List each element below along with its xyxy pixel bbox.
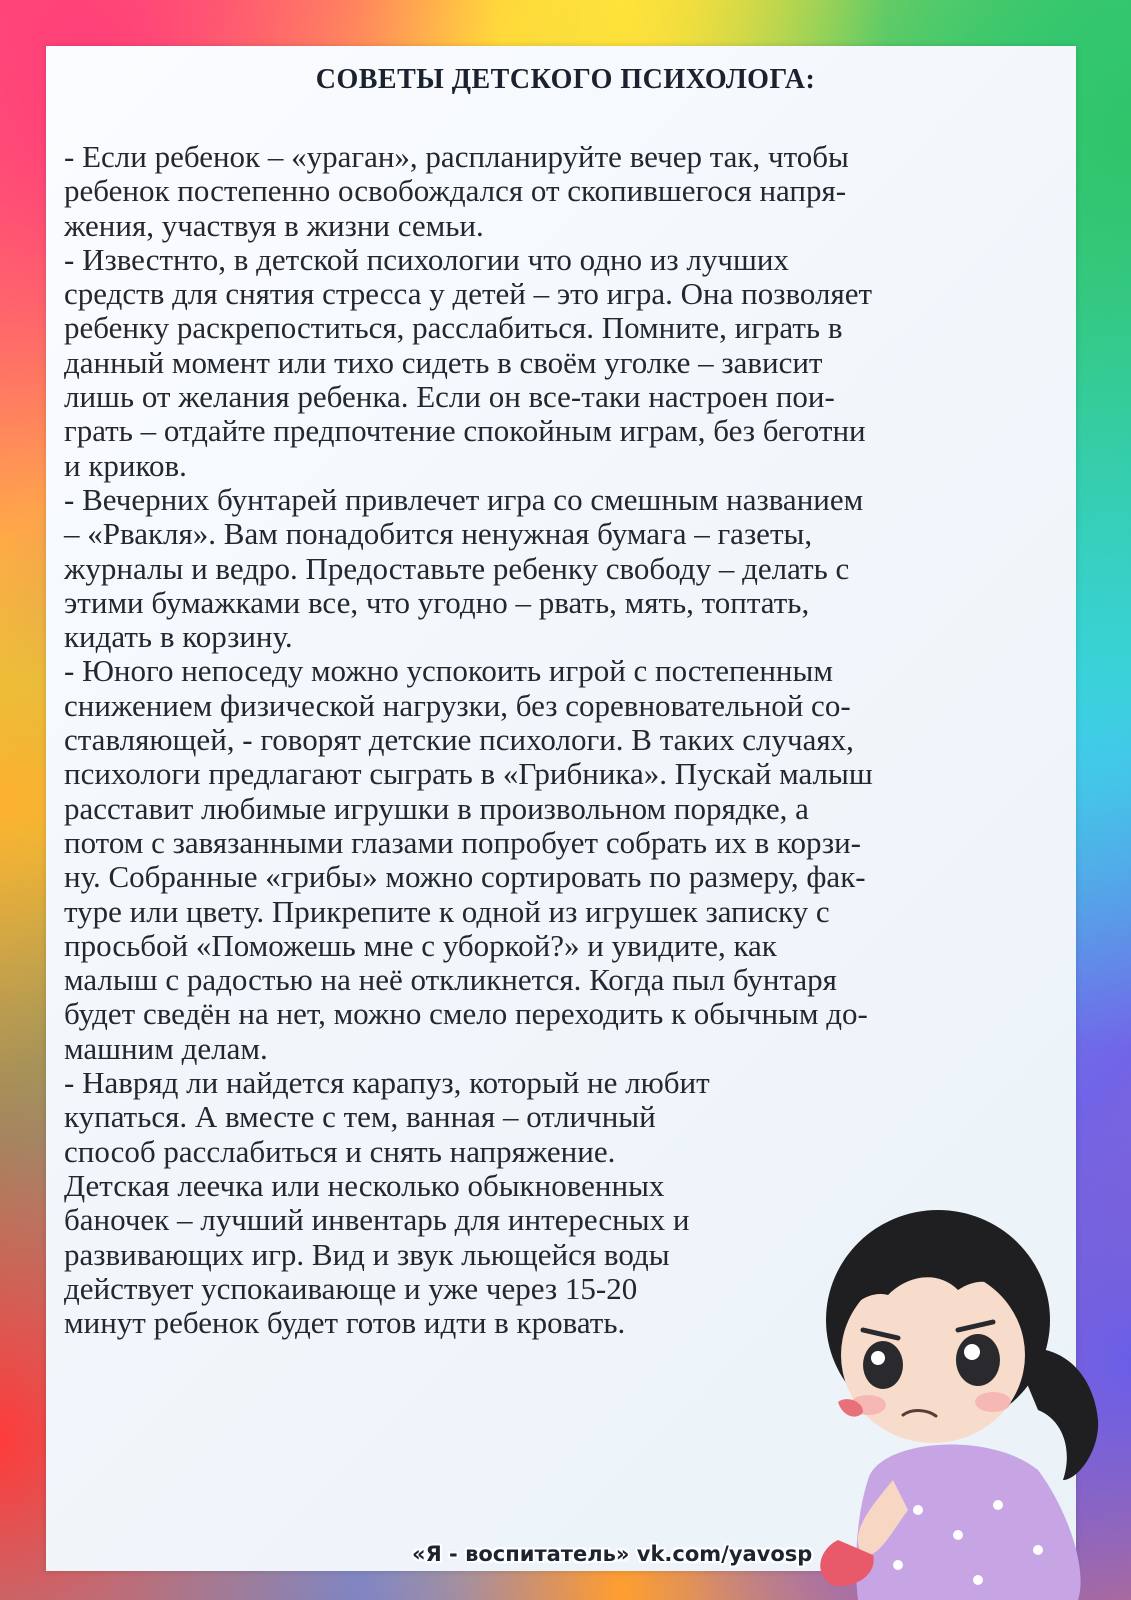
text-line: снижением физической нагрузки, без соревновательной со- bbox=[64, 687, 851, 723]
text-line: потом с завязанными глазами попробует собрать их в корзи- bbox=[64, 824, 861, 860]
text-line: ну. Собранные «грибы» можно сортировать по размеру, фак- bbox=[64, 859, 866, 895]
text-line: малыш с радостью на неё откликнется. Когда пыл бунтаря bbox=[64, 962, 837, 998]
text-line: купаться. А вместе с тем, ванная – отличный bbox=[64, 1099, 656, 1135]
text-line: средств для снятия стресса у детей – это игра. Она позволяет bbox=[64, 276, 873, 312]
text-line: способ расслабиться и снять напряжение. bbox=[64, 1133, 616, 1169]
page-title: СОВЕТЫ ДЕТСКОГО ПСИХОЛОГА: bbox=[315, 64, 816, 95]
text-line: действует успокаивающе и уже через 15-20 bbox=[64, 1270, 638, 1306]
text-line: грать – отдайте предпочтение спокойным играм, без беготни bbox=[64, 413, 866, 449]
text-line: - Если ребенок – «ураган», распланируйте вечер так, чтобы bbox=[64, 139, 849, 174]
footer-credit: «Я - воспитатель» vk.com/yavosp bbox=[412, 1542, 813, 1566]
text-line: ставляющей, - говорят детские психологи. В таких случаях, bbox=[64, 722, 854, 758]
text-line: лишь от желания ребенка. Если он все-таки настроен пои- bbox=[64, 379, 835, 415]
text-line: ребенок постепенно освобождался от скопившегося напря- bbox=[64, 173, 847, 209]
text-line: данный момент или тихо сидеть в своём уголке – зависит bbox=[64, 344, 823, 380]
text-line: просьбой «Поможешь мне с уборкой?» и увидите, как bbox=[64, 927, 777, 963]
text-line: будет сведён на нет, можно смело переходить к обычным до- bbox=[64, 996, 868, 1032]
text-line: ребенку раскрепоститься, расслабиться. Помните, играть в bbox=[64, 310, 843, 346]
text-line: - Вечерних бунтарей привлечет игра со смешным названием bbox=[64, 481, 864, 517]
text-line: кидать в корзину. bbox=[64, 619, 293, 655]
text-line: и криков. bbox=[64, 447, 187, 483]
text-line: журналы и ведро. Предоставьте ребенку свободу – делать с bbox=[64, 550, 850, 586]
text-line: жения, участвуя в жизни семьи. bbox=[64, 207, 484, 243]
text-line: - Навряд ли найдется карапуз, который не любит bbox=[64, 1065, 710, 1101]
girl-illustration bbox=[808, 1180, 1108, 1600]
text-line: баночек – лучший инвентарь для интересных и bbox=[64, 1202, 690, 1238]
text-line: – «Рвакля». Вам понадобится ненужная бумага – газеты, bbox=[64, 516, 813, 552]
text-line: психологи предлагают сыграть в «Грибника». Пускай малыш bbox=[64, 756, 873, 792]
text-line: этими бумажками все, что угодно – рвать, мять, топтать, bbox=[64, 584, 810, 620]
text-line: - Известнто, в детской психологии что одно из лучших bbox=[64, 241, 789, 277]
advice-text bbox=[64, 140, 1044, 1340]
text-line: развивающих игр. Вид и звук льющейся воды bbox=[64, 1236, 670, 1272]
text-line: туре или цвету. Прикрепите к одной из игрушек записку с bbox=[64, 893, 830, 929]
text-line: минут ребенок будет готов идти в кровать. bbox=[64, 1305, 626, 1341]
text-line: машним делам. bbox=[64, 1030, 268, 1066]
text-line: Детская леечка или несколько обыкновенных bbox=[64, 1167, 665, 1203]
text-line: расставит любимые игрушки в произвольном порядке, а bbox=[64, 790, 809, 826]
text-line: - Юного непоседу можно успокоить игрой с постепенным bbox=[64, 653, 833, 689]
